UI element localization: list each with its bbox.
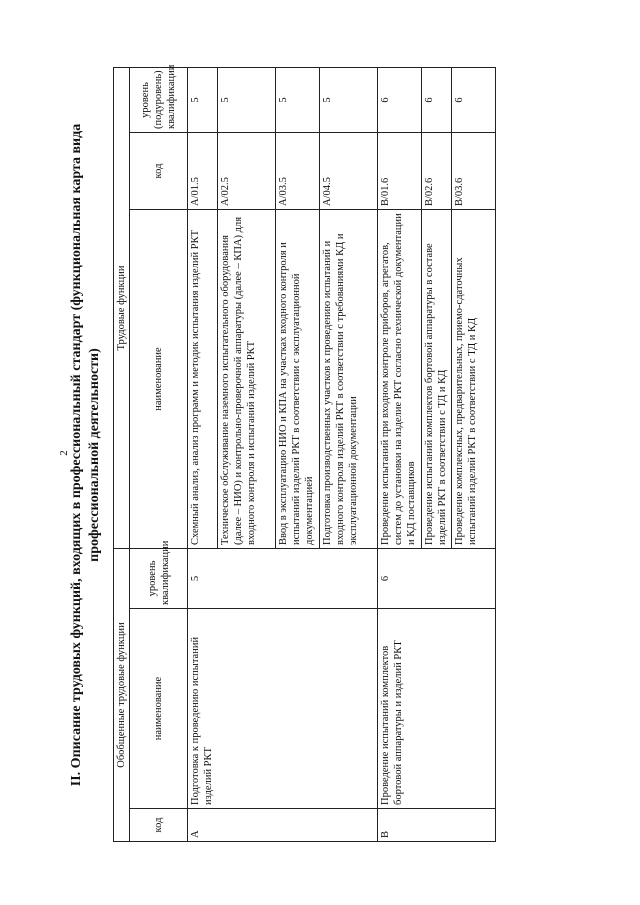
function-level: 6 xyxy=(452,67,496,132)
function-code: A/03.5 xyxy=(276,133,320,210)
generalized-functions-header: Обобщенные трудовые функции xyxy=(114,549,130,842)
function-name: Техническое обслуживание наземного испытательного оборудования (далее – НИО) и контрольно-проверочной аппаратуры (далее – КПА) для входного контроля и испытаний изделий РКТ xyxy=(218,210,276,549)
col-name-header: наименование xyxy=(130,609,188,809)
function-level: 5 xyxy=(320,67,378,132)
group-name: Проведение испытаний комплектов бортовой аппаратуры и изделий РКТ xyxy=(378,609,496,809)
group-code: A xyxy=(188,809,378,842)
group-level: 5 xyxy=(188,549,378,609)
function-code: A/01.5 xyxy=(188,133,218,210)
function-code: B/03.6 xyxy=(452,133,496,210)
function-name: Проведение испытаний при входном контроле приборов, агрегатов, систем до установки на изделие РКТ согласно технической документации и КД поставщиков xyxy=(378,210,422,549)
function-level: 5 xyxy=(188,67,218,132)
function-code: A/02.5 xyxy=(218,133,276,210)
function-name: Подготовка производственных участков к проведению испытаний и входного контроля изделий РКТ в соответствии с требованиями КД и эксплуатационной документации xyxy=(320,210,378,549)
function-name: Проведение комплексных, предварительных, приемо-сдаточных испытаний изделий РКТ в соответствии с ТД и КД xyxy=(452,210,496,549)
function-code: B/02.6 xyxy=(422,133,452,210)
section-title: II. Описание трудовых функций, входящих в профессиональный стандарт (функциональная карта вида профессиональной деятельности) xyxy=(69,123,102,787)
group-code: B xyxy=(378,809,496,842)
rotated-page-content xyxy=(68,64,608,842)
function-level: 5 xyxy=(276,67,320,132)
function-name: Ввод в эксплуатацию НИО и КПА на участках входного контроля и испытаний изделий РКТ в соответствии с эксплуатационной документацией xyxy=(276,210,320,549)
group-level: 6 xyxy=(378,549,496,609)
function-code: A/04.5 xyxy=(320,133,378,210)
function-level: 6 xyxy=(422,67,452,132)
col-tf-code-header: код xyxy=(130,133,188,210)
function-level: 5 xyxy=(218,67,276,132)
table-row xyxy=(188,67,218,841)
function-name: Проведение испытаний комплектов бортовой аппаратуры в составе изделий РКТ в соответствии с ТД и КД xyxy=(422,210,452,549)
labor-functions-header: Трудовые функции xyxy=(114,67,130,548)
col-level-header: уровень квалификации xyxy=(130,549,188,609)
table-row xyxy=(378,67,422,841)
col-tf-level-header: уровень (подуровень) квалификации xyxy=(130,67,188,132)
col-tf-name-header: наименование xyxy=(130,210,188,549)
group-name: Подготовка к проведению испытаний изделий РКТ xyxy=(188,609,378,809)
col-code-header: код xyxy=(130,809,188,842)
function-name: Схемный анализ, анализ программ и методик испытания изделий РКТ xyxy=(188,210,218,549)
functional-map-table xyxy=(113,64,496,842)
function-level: 6 xyxy=(378,67,422,132)
function-code: B/01.6 xyxy=(378,133,422,210)
page-number: 2 xyxy=(57,450,70,456)
